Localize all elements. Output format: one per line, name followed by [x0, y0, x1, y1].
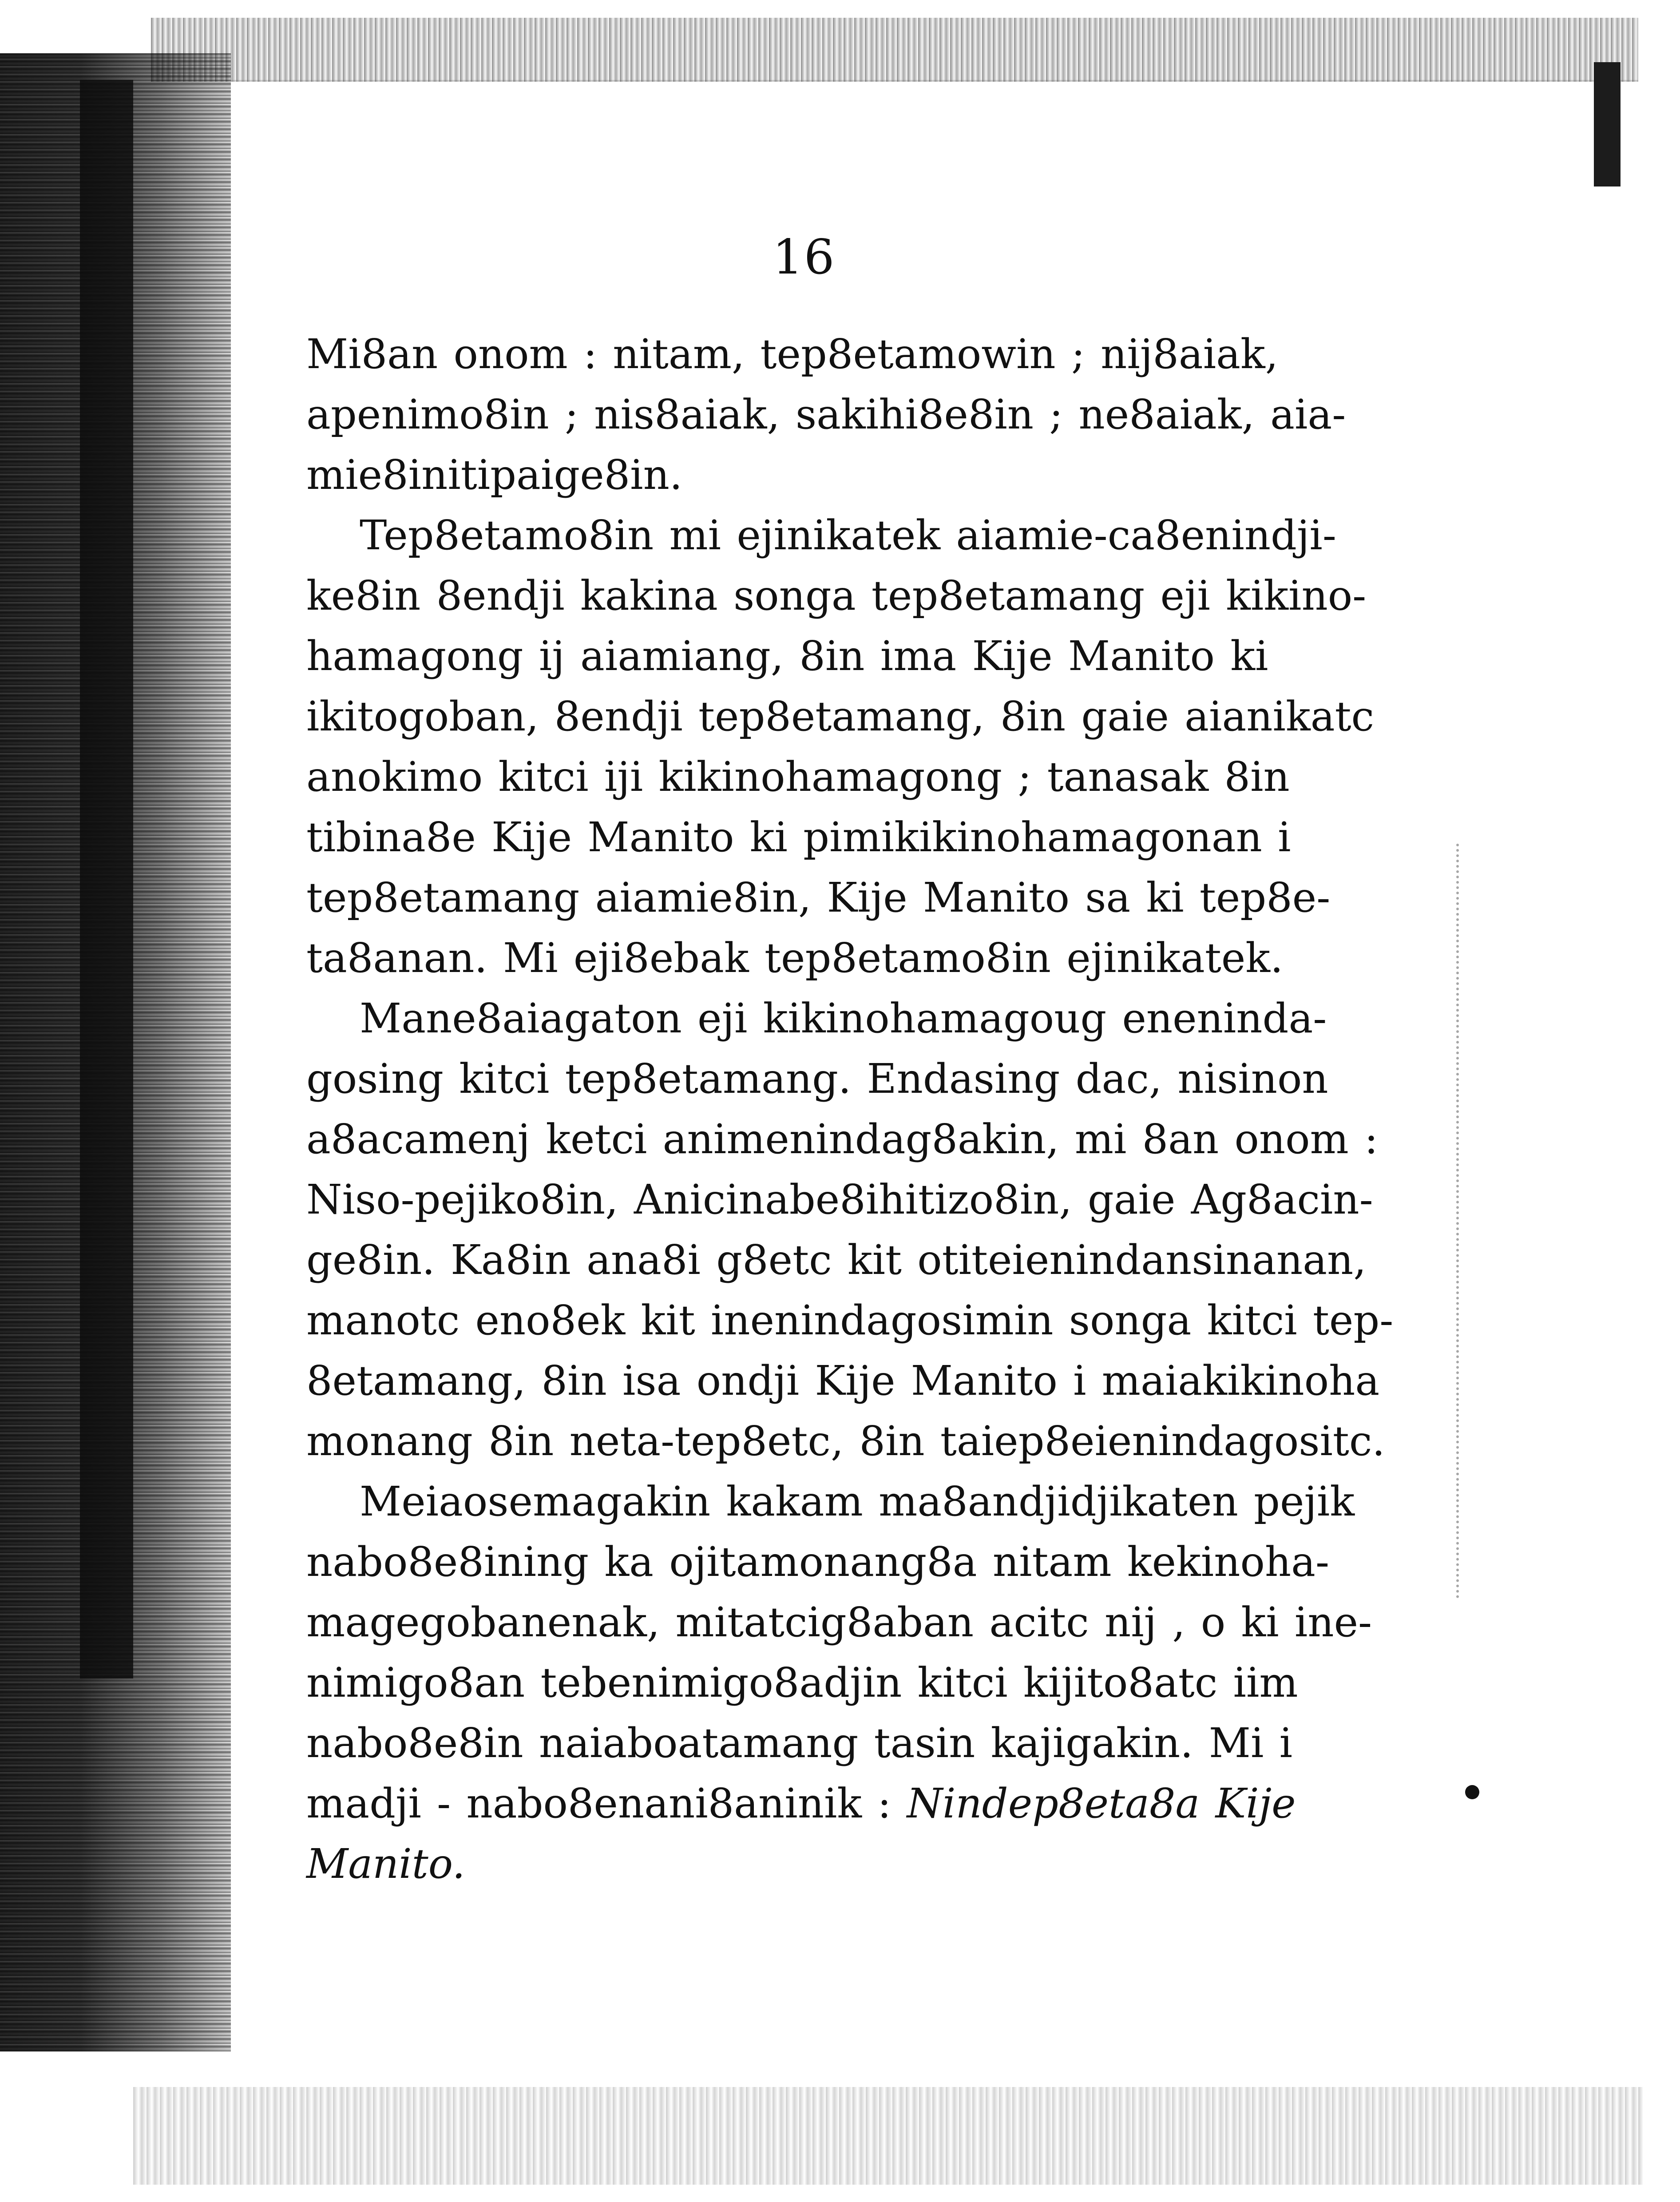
text-line: ge8in. Ka8in ana8i g8etc kit otiteienindansinanan,	[306, 1236, 1367, 1284]
text-line: a8acamenj ketci animenindag8akin, mi 8an onom :	[306, 1115, 1379, 1163]
text-plain: madji - nabo8enani8aninik :	[306, 1780, 892, 1827]
text-line: gosing kitci tep8etamang. Endasing dac, nisinon	[306, 1055, 1328, 1103]
text-line: manotc eno8ek kit inenindagosimin songa kitci tep-	[306, 1297, 1394, 1344]
text-line: anokimo kitci iji kikinohamagong ; tanasak 8in	[306, 753, 1290, 801]
text-line: ta8anan. Mi eji8ebak tep8etamo8in ejinikatek.	[306, 934, 1284, 982]
text-line: Tep8etamo8in mi ejinikatek aiamie-ca8enindji-	[360, 512, 1336, 559]
text-line: Manito.	[306, 1840, 465, 1888]
scan-speckle-right	[1456, 844, 1462, 1599]
text-line: Mane8aiagaton eji kikinohamagoug eneninda-	[360, 995, 1327, 1042]
text-line: apenimo8in ; nis8aiak, sakihi8e8in ; ne8aiak, aia-	[306, 391, 1346, 438]
text-line: ke8in 8endji kakina songa tep8etamang eji kikino-	[306, 572, 1367, 619]
text-line: Meiaosemagakin kakam ma8andjidjikaten pejik	[360, 1478, 1355, 1525]
page-number: 16	[773, 230, 836, 285]
text-line: tep8etamang aiamie8in, Kije Manito sa ki tep8e-	[306, 874, 1331, 921]
text-line	[306, 1774, 1394, 1834]
text-line: ikitogoban, 8endji tep8etamang, 8in gaie aianikatc	[306, 693, 1375, 740]
text-line: Mi8an onom : nitam, tep8etamowin ; nij8aiak,	[306, 330, 1278, 378]
text-line: Niso-pejiko8in, Anicinabe8ihitizo8in, gaie Ag8acin-	[306, 1176, 1373, 1223]
text-line: magegobanenak, mitatcig8aban acitc nij , o ki ine-	[306, 1599, 1372, 1646]
text-line: nimigo8an tebenimigo8adjin kitci kijito8atc iim	[306, 1659, 1298, 1706]
text-line: nabo8e8ining ka ojitamonang8a nitam kekinoha-	[306, 1538, 1330, 1586]
text-italic: Nindep8eta8a Kije	[907, 1780, 1296, 1827]
text-line: monang 8in neta-tep8etc, 8in taiep8eienindagositc.	[306, 1417, 1385, 1465]
scan-shadow-top	[151, 18, 1638, 82]
text-line: nabo8e8in naiaboatamang tasin kajigakin. Mi i	[306, 1719, 1293, 1767]
scan-mark-top-right	[1594, 62, 1621, 186]
text-line: mie8initipaige8in.	[306, 451, 683, 499]
scan-ink-dot	[1465, 1785, 1479, 1799]
scan-shadow-bottom	[133, 2087, 1643, 2185]
scan-shadow-left-core	[80, 80, 133, 1678]
text-line: tibina8e Kije Manito ki pimikikinohamagonan i	[306, 813, 1291, 861]
text-line: hamagong ij aiamiang, 8in ima Kije Manito ki	[306, 632, 1268, 680]
page-text	[306, 324, 1394, 1894]
text-line: 8etamang, 8in isa ondji Kije Manito i maiakikinoha	[306, 1357, 1380, 1405]
